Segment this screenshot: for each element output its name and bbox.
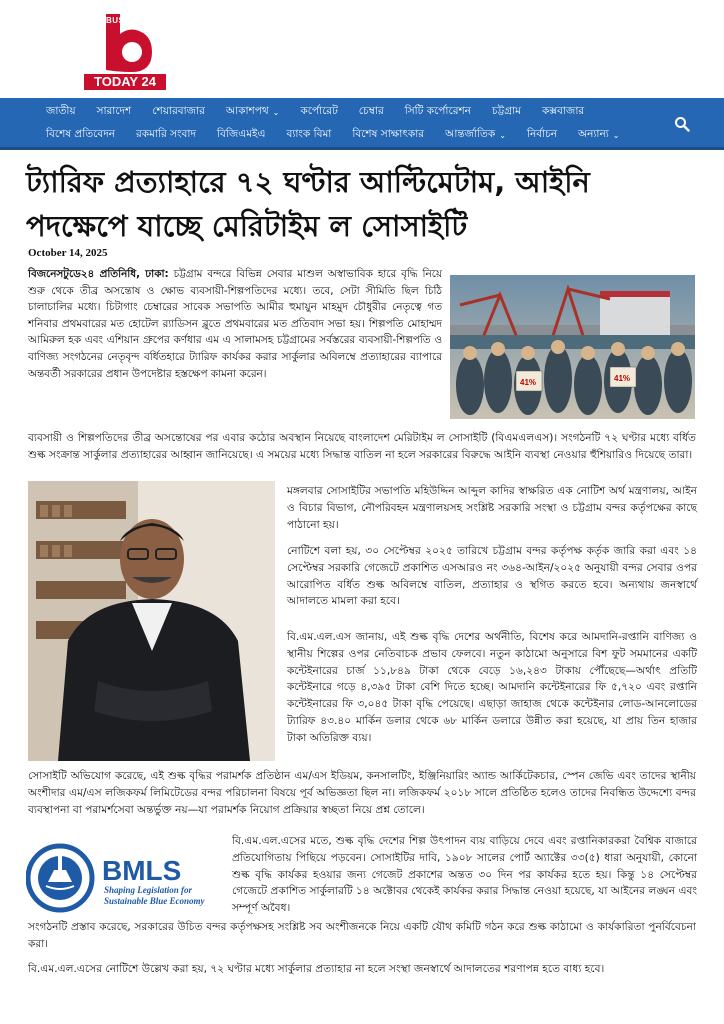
nav-primary-item-7[interactable] bbox=[492, 104, 521, 121]
logo-today-text: TODAY 24 bbox=[84, 74, 166, 90]
article-paragraph-5: বি.এম.এল.এস জানায়, এই শুল্ক বৃদ্ধি দেশের অর্থনীতি, বিশেষ করে আমদানি-রপ্তানি বাণিজ্য ও স্থানীয় শিল্পের ওপর নেতিবাচক প্রভাব ফেলবে। নতুন কাঠামো অনুসারে বিশ ফুট সমমানের একটি কন্টেইনারের চার্জ ১১,৮৪৯ টাকা থেকে বেড়ে ১৬,২৪৩ টাকায় পৌঁছেছে—অর্থাৎ প্রতিটি কন্টেইনারে গড়ে ৪,৩৯৫ টাকা বেশি দিতে হচ্ছে। আমদানি কন্টেইনারের ফি ৫,৭২০ এবং রপ্তানি কন্টেইনারের ফি ৩,০৪৫ টাকা বৃদ্ধি পেয়েছে। এছাড়া জাহাজ থেকে কন্টেইনার লোড-আনলোডের ট্যারিফ ৪৩.৪০ মার্কিন ডলার থেকে ৬৮ মার্কিন ডলারে উন্নীত করা হয়েছে, যা প্রায় তিন হাজার টাকা অতিরিক্ত ব্যয়। bbox=[287, 631, 697, 744]
article-date: October 14, 2025 bbox=[28, 247, 108, 259]
nav-item-label: আন্তর্জাতিক bbox=[445, 127, 496, 140]
chevron-down-icon: ⌄ bbox=[272, 107, 280, 117]
port-illustration bbox=[450, 275, 695, 419]
paragraph-1-text: চট্টগ্রাম বন্দরে বিভিন্ন সেবার মাশুল অস্বাভাবিক হারে বৃদ্ধি নিয়ে শুরু থেকে তীব্র অসন্তোষ ও ক্ষোভ ব্যবসায়ী-শিল্পপতিদের মধ্যে। তবে, সেটা সীমিতি ছিল চিঠি চালাচালির মধ্যে। চিটাগাং চেম্বারের সাবেক সভাপতি আমীর হুমায়ুন মাহমুদ চৌধুরীর নেতৃত্বে গত শনিবার প্রথমবারের মত হোটেল র‍্যাডিসন ব্লুতে প্রথমবারের মত প্রতিবাদ সভা হয়। শিল্পপতি মোহাম্মদ আমিরুল হক এবং এশিয়ান গ্রুপের কর্ণধার এম এ সালামসহ চট্টগ্রামের সর্বস্তরের ব্যবসায়ী-শিল্পপতি ও বাণিজ্য সংগঠনের নেতৃবৃন্দ বর্ধিতহারে ট্যারিফ কার্যকর করার সার্কুলার অবিলম্বে প্রত্যাহারের ব্যাপারে অন্তবর্তী সরকারের প্রধান উপদেষ্টার হস্তক্ষেপ কামনা করেন। bbox=[28, 268, 442, 380]
main-navigation bbox=[0, 98, 724, 150]
nav-item-label: চেম্বার bbox=[358, 104, 384, 117]
nav-item-label: জাতীয় bbox=[46, 104, 76, 117]
nav-item-label: রকমারি সংবাদ bbox=[135, 127, 196, 140]
nav-secondary-item-2[interactable] bbox=[217, 127, 266, 144]
masthead bbox=[0, 0, 724, 97]
nav-item-label: আকাশপথ bbox=[225, 104, 269, 117]
article-paragraph-9: বি.এম.এল.এসের নোটিশে উল্লেখ করা হয়, ৭২ ঘণ্টার মধ্যে সার্কুলার প্রত্যাহার না হলে সংস্থা জনস্বার্থে আদালতের শরণাপন্ন হতে বাধ্য হবে। bbox=[28, 963, 605, 975]
bmls-name: BMLS bbox=[102, 855, 182, 886]
nav-secondary-item-1[interactable] bbox=[136, 127, 196, 144]
port-sign-right: 41% bbox=[614, 374, 631, 383]
portrait-photo bbox=[28, 481, 275, 761]
nav-secondary-item-4[interactable] bbox=[352, 127, 424, 144]
nav-item-label: চট্টগ্রাম bbox=[491, 104, 521, 117]
nav-item-label: শেয়ারবাজার bbox=[152, 104, 205, 117]
nav-primary-item-5[interactable] bbox=[359, 104, 384, 121]
article-paragraph-2: ব্যবসায়ী ও শিল্পপতিদের তীব্র অসন্তোষের পর এবার কঠোর অবস্থান নিয়েছে বাংলাদেশ মেরিটাইম ল সোসাইটি (বিএমএলএস)। সংগঠনটি ৭২ ঘণ্টার মধ্যে বর্ধিত শুল্ক সংক্রান্ত সার্কুলার প্রত্যাহারের আহ্বান জানিয়েছে। এ সময়ের মধ্যে সিদ্ধান্ত বাতিল না হলে সরকারের বিরুদ্ধে আইনি ব্যবস্থা নেওয়ার হুঁশিয়ারিও দিয়েছে তারা। bbox=[28, 432, 696, 461]
nav-primary-item-3[interactable] bbox=[226, 104, 279, 121]
nav-item-label: অন্যান্য bbox=[578, 127, 609, 140]
article-paragraph-8: সংগঠনটি প্রস্তাব করেছে, সরকারের উচিত বন্দর কর্তৃপক্ষসহ সংশ্লিষ্ট সব অংশীজনকে নিয়ে একটি যৌথ কমিটি গঠন করে শুল্ক কাঠামো ও কার্যকারিতা পুনর্বিবেচনা করা। bbox=[28, 921, 696, 950]
logo-business-text: BUSINESS bbox=[106, 16, 151, 25]
article-headline bbox=[26, 160, 706, 248]
headline-line-1: ট্যারিফ প্রত্যাহারে ৭২ ঘণ্টার আল্টিমেটাম, আইনি bbox=[26, 165, 590, 199]
nav-primary-item-1[interactable] bbox=[97, 104, 132, 121]
article-paragraph-1 bbox=[28, 266, 442, 382]
headline-line-2: পদক্ষেপে যাচ্ছে মেরিটাইম ল সোসাইটি bbox=[26, 209, 468, 243]
article-paragraph-3: মঙ্গলবার সোসাইটির সভাপতি মহিউদ্দিন আব্দুল কাদির স্বাক্ষরিত এক নোটিশ অর্থ মন্ত্রণালয়, আইন ও বিচার বিভাগ, নৌপরিবহন মন্ত্রণালয়সহ সংশ্লিষ্ট সরকারি সংস্থা ও চট্টগ্রাম বন্দর কর্তৃপক্ষের কাছে পাঠানো হয়। bbox=[287, 485, 697, 531]
nav-item-label: ব্যাংক বিমা bbox=[286, 127, 332, 140]
nav-primary-item-8[interactable] bbox=[542, 104, 584, 121]
nav-primary-item-0[interactable] bbox=[46, 104, 76, 121]
article-paragraph-7: বি.এম.এল.এসের মতে, শুল্ক বৃদ্ধি দেশের শিল্প উৎপাদন ব্যয় বাড়িয়ে দেবে এবং রপ্তানিকারকরা বৈশ্বিক বাজারে প্রতিযোগিতায় পিছিয়ে পড়বেন। সোসাইটির দাবি, ১৯০৮ সালের পোর্ট অ্যাক্টের ৩৩(৫) ধারা অনুযায়ী, কোনো শুল্ক বৃদ্ধি কার্যকর হওয়ার জন্য গেজেট প্রকাশের অন্তত ৩০ দিন পর কার্যকর হতে হয়। কিন্তু ১৪ সেপ্টেম্বর গেজেটে প্রকাশিত সার্কুলারটি ১৪ অক্টোবর থেকেই কার্যকর করার সিদ্ধান্ত নেওয়া হয়েছে, যা আইনের লঙ্ঘন এবং সম্পূর্ণ অবৈধ। bbox=[232, 835, 697, 915]
nav-secondary-item-6[interactable] bbox=[527, 127, 557, 144]
nav-secondary-item-7[interactable] bbox=[578, 127, 619, 144]
nav-secondary-item-0[interactable] bbox=[46, 127, 115, 144]
portrait-illustration bbox=[28, 481, 275, 761]
search-icon[interactable] bbox=[674, 116, 690, 132]
bmls-tagline-1: Shaping Legislation for bbox=[104, 885, 193, 895]
article-paragraph-6: সোসাইটি অভিযোগ করেছে, এই শুল্ক বৃদ্ধির পরামর্শক প্রতিষ্ঠান এম/এস ইডিয়ম, কনসালটিং, ইঞ্জিনিয়ারিং অ্যান্ড আর্কিটেকচার, স্পেন জেভি এবং তাদের স্থানীয় অংশীদার এম/এস লজিকফর্ম লিমিটেডের বন্দর পরিচালনা বিষয়ে পূর্ব অভিজ্ঞতা ছিল না। লজিকফর্ম ২০১৮ সালে প্রতিষ্ঠিত হলেও তাদের নিবন্ধিত উদ্দেশ্যে বন্দর ব্যবস্থাপনা বা পরামর্শসেবা অন্তর্ভুক্ত নয়—যা পরামর্শক নিয়োগ প্রক্রিয়ার স্বচ্ছতা নিয়ে প্রশ্ন তোলে। bbox=[28, 770, 696, 816]
nav-item-label: কক্সবাজার bbox=[541, 104, 585, 117]
nav-item-label: সিটি কর্পোরেশন bbox=[404, 104, 471, 117]
bmls-emblem bbox=[26, 842, 222, 914]
nav-item-label: সারাদেশ bbox=[96, 104, 132, 117]
chevron-down-icon: ⌄ bbox=[612, 130, 620, 140]
nav-secondary-item-3[interactable] bbox=[286, 127, 331, 144]
port-sign-left: 41% bbox=[520, 378, 537, 387]
nav-primary-item-2[interactable] bbox=[152, 104, 205, 121]
nav-item-label: বিশেষ সাক্ষাৎকার bbox=[352, 127, 425, 140]
article-paragraph-4: নোটিশে বলা হয়, ৩০ সেপ্টেম্বর ২০২৫ তারিখে চট্টগ্রাম বন্দর কর্তৃপক্ষ কর্তৃক জারি করা এবং ১৪ সেপ্টেম্বর সরকারি গেজেটে প্রকাশিত এসআরও নং ৩৬৪-আইন/২০২৫ অনুযায়ী বন্দর সেবার ওপর আরোপিত বর্ধিত শুল্ক অবিলম্বে বাতিল, প্রত্যাহার ও স্থগিত করতে হবে। অন্যথায় জনস্বার্থে আদালতে মামলা করা হবে। bbox=[287, 545, 697, 608]
nav-primary-item-4[interactable] bbox=[300, 104, 337, 121]
bmls-tagline-2: Sustainable Blue Economy bbox=[104, 896, 205, 906]
bmls-logo bbox=[26, 842, 222, 914]
nav-row-secondary bbox=[46, 123, 641, 147]
nav-item-label: কর্পোরেট bbox=[300, 104, 338, 117]
port-photo bbox=[450, 275, 695, 419]
nav-primary-item-6[interactable] bbox=[405, 104, 471, 121]
site-logo[interactable] bbox=[80, 10, 168, 92]
nav-secondary-item-5[interactable] bbox=[445, 127, 506, 144]
nav-item-label: বিজিএমইএ bbox=[216, 127, 266, 140]
nav-item-label: নির্বাচন bbox=[526, 127, 558, 140]
nav-row-primary bbox=[46, 100, 605, 124]
chevron-down-icon: ⌄ bbox=[499, 130, 506, 140]
nav-item-label: বিশেষ প্রতিবেদন bbox=[46, 127, 115, 140]
article-byline: বিজনেসটুডে২৪ প্রতিনিধি, ঢাকা: bbox=[28, 268, 169, 280]
